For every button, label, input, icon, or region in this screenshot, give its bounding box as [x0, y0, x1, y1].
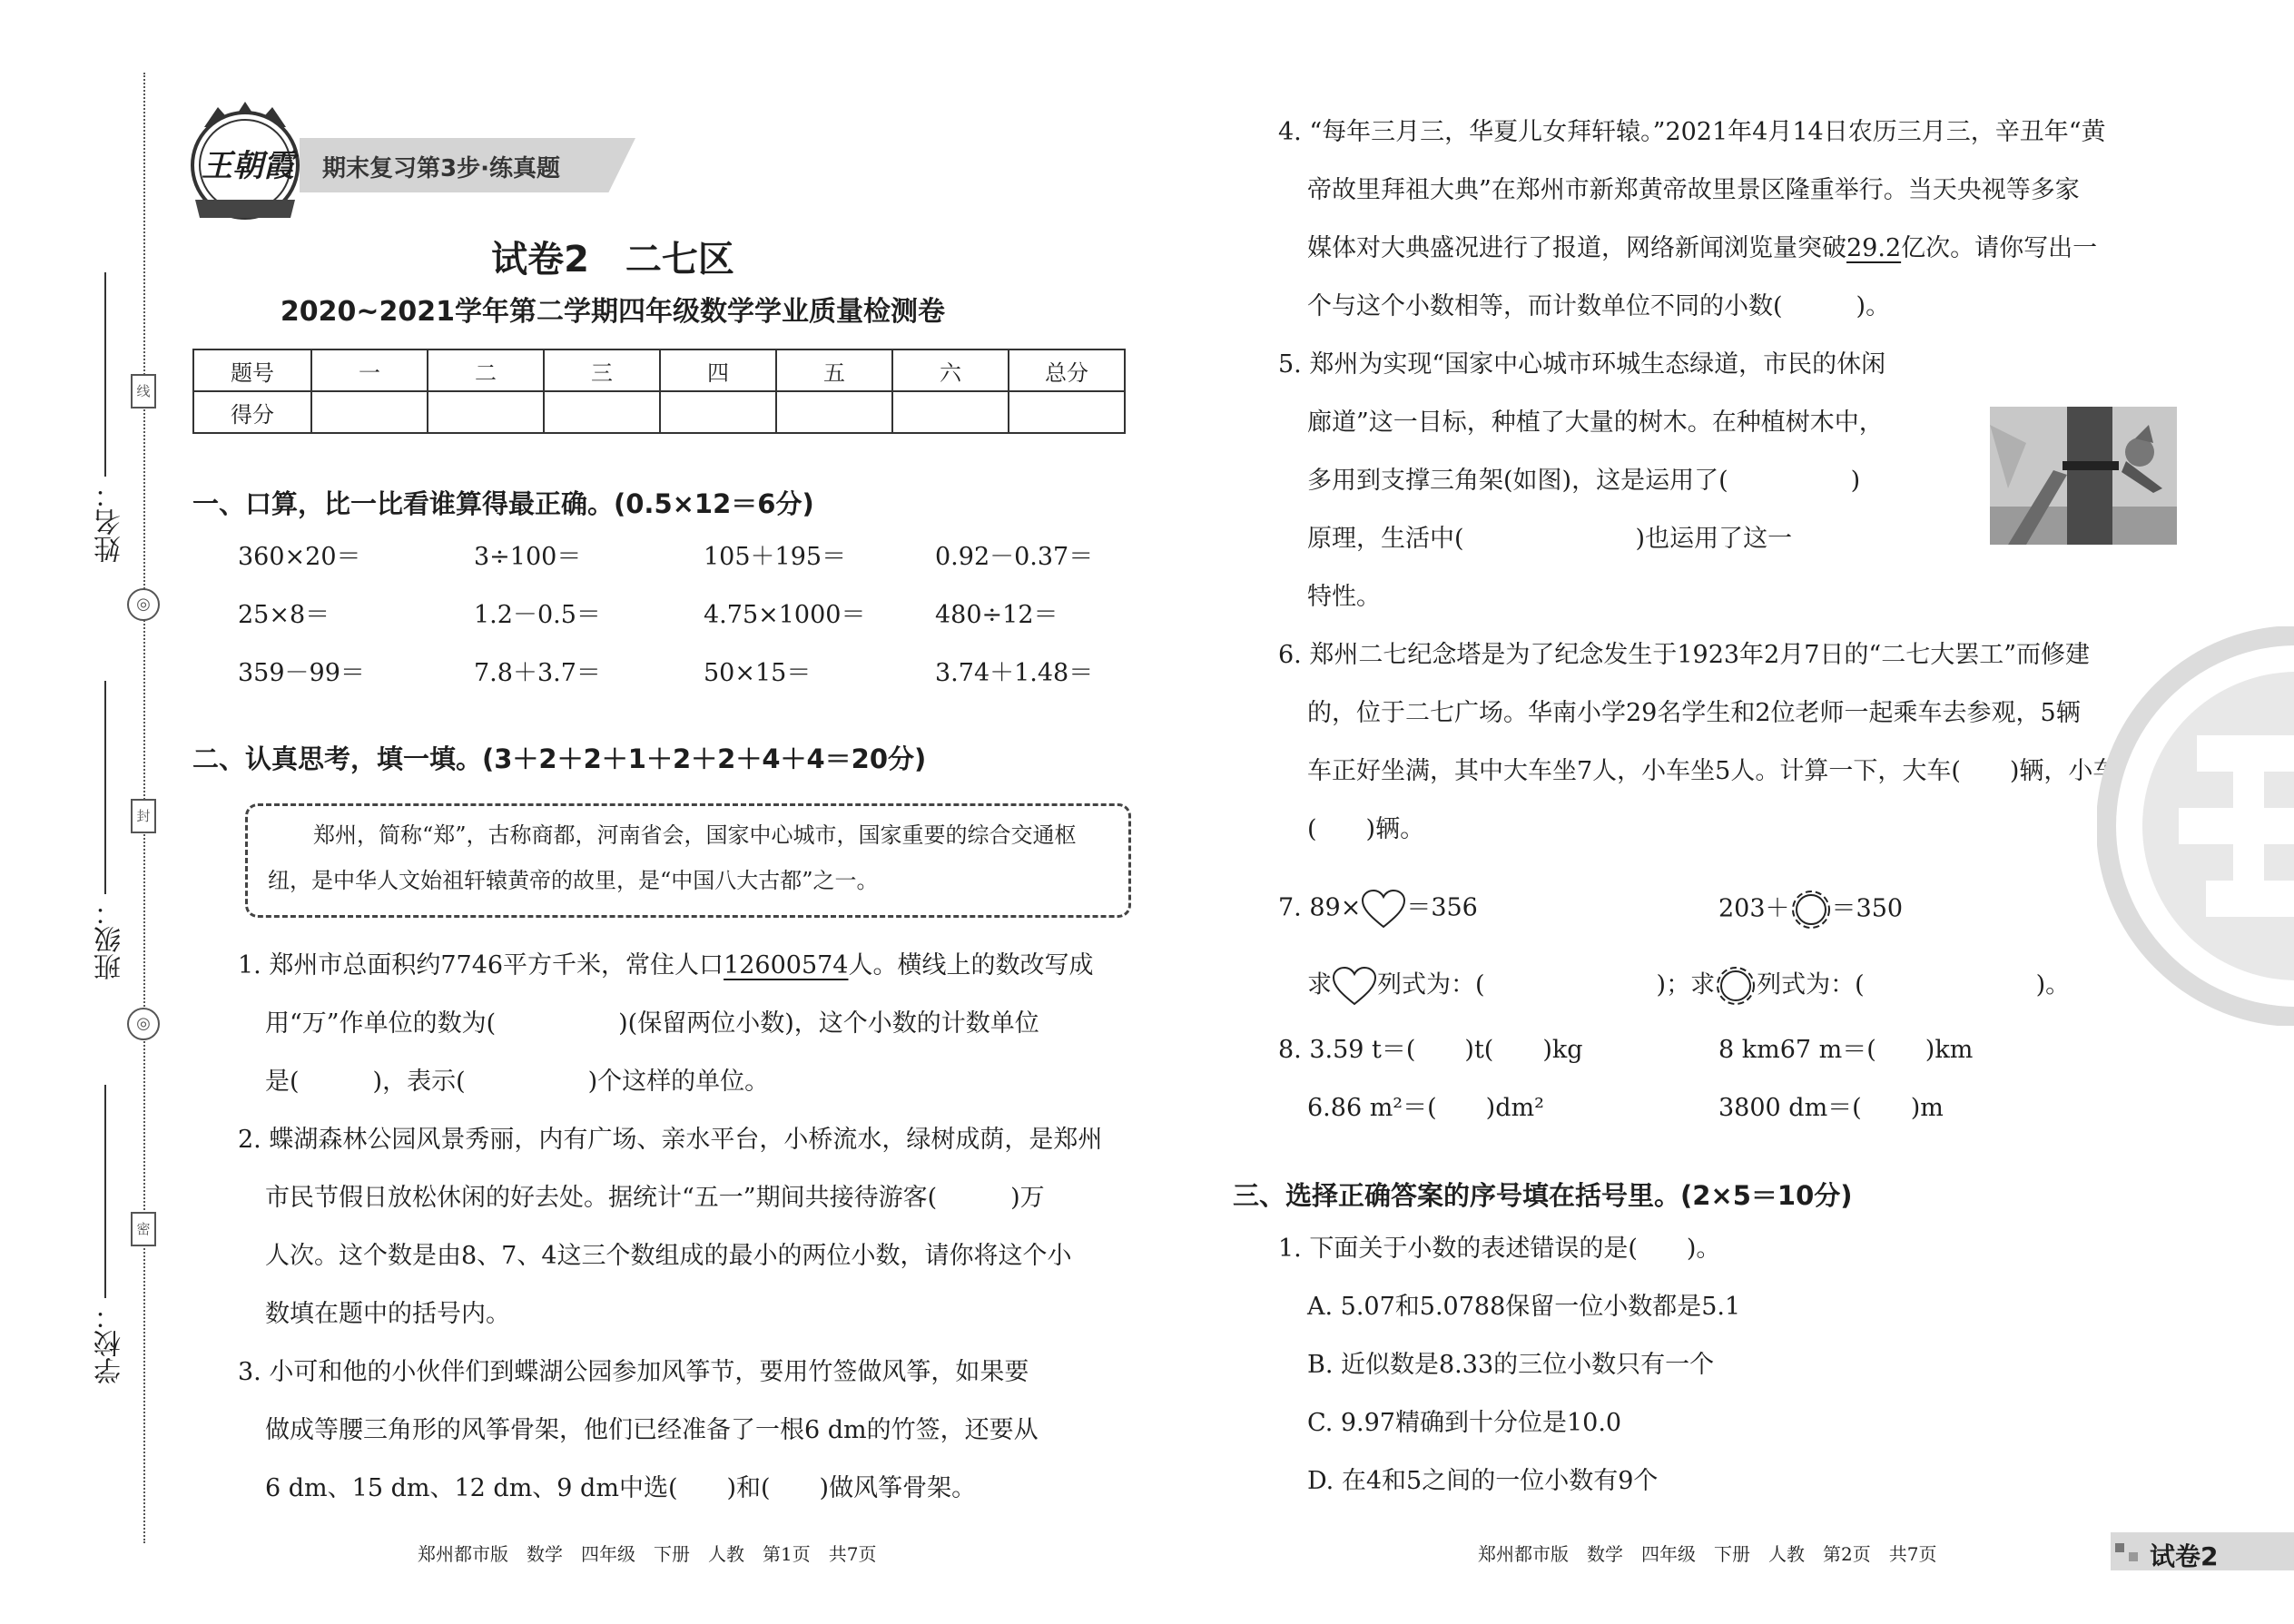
- score-header-cell: 二: [428, 349, 544, 391]
- section1-heading: 一、口算，比一比看谁算得最正确。(0.5×12＝6分): [192, 488, 814, 519]
- intro-text-box: [245, 803, 1131, 918]
- flower-icon: [1715, 965, 1757, 1007]
- equation-text: 求: [1307, 970, 1332, 999]
- calc-item: 359－99＝: [238, 659, 365, 687]
- calc-item: 50×15＝: [704, 659, 812, 687]
- choice-question-1: 1. 下面关于小数的表述错误的是( )。: [1278, 1235, 1721, 1263]
- name-label: 姓名：: [94, 481, 126, 563]
- section3-heading: 三、选择正确答案的序号填在括号里。(2×5＝10分): [1233, 1180, 1853, 1211]
- score-header-cell: 六: [892, 349, 1009, 391]
- score-cell[interactable]: [776, 391, 892, 433]
- equation-text: 列式为：( )；求: [1377, 970, 1716, 999]
- footer-left: 郑州都市版 数学 四年级 下册 人教 第1页 共7页: [418, 1543, 877, 1565]
- calc-item: 25×8＝: [238, 601, 330, 629]
- question-1-line: [238, 953, 1094, 978]
- seal-word-seal: 封: [131, 799, 156, 833]
- question-8-item: 3800 dm＝( )m: [1718, 1094, 1944, 1122]
- calc-item: 4.75×1000＝: [704, 601, 866, 629]
- calc-item: 0.92－0.37＝: [935, 543, 1094, 571]
- choice-option: B. 近似数是8.33的三位小数只有一个: [1307, 1351, 1715, 1379]
- intro-text-line: 郑州，简称“郑”，古称商都，河南省会，国家中心城市，国家重要的综合交通枢: [313, 822, 1077, 848]
- question-2-line: 数填在题中的括号内。: [265, 1300, 510, 1328]
- score-cell[interactable]: [311, 391, 428, 433]
- question-4-line: 4. “每年三月三，华夏儿女拜轩辕。”2021年4月14日农历三月三，辛丑年“黄: [1278, 118, 2106, 146]
- calc-item: 3÷100＝: [474, 543, 582, 571]
- score-table-header: [193, 349, 1125, 391]
- secret-watermark-seal: [2097, 626, 2294, 1026]
- tree-tripod-photo: [1990, 407, 2177, 545]
- calc-item: 480÷12＝: [935, 601, 1058, 629]
- question-8-item: 8 km67 m＝( )km: [1718, 1036, 1974, 1064]
- seal-word-line: 线: [131, 374, 156, 408]
- flower-icon: [1790, 889, 1832, 930]
- question-3-line: 3. 小可和他的小伙伴们到蝶湖公园参加风筝节，要用竹签做风筝，如果要: [238, 1358, 1029, 1386]
- question-5-line: 原理，生活中( )也运用了这一: [1307, 525, 1793, 553]
- calc-item: 1.2－0.5＝: [474, 601, 601, 629]
- question-4-line: 帝故里拜祖大典”在郑州市新郑黄帝故里景区隆重举行。当天央视等多家: [1307, 176, 2080, 204]
- equation-text: ＝356: [1406, 893, 1478, 922]
- equation-text: 列式为：( )。: [1757, 970, 2071, 999]
- underlined-number: 12600574: [724, 951, 849, 979]
- question-5-line: 5. 郑州为实现“国家中心城市环城生态绿道，市民的休闲: [1278, 350, 1886, 379]
- choice-option: A. 5.07和5.0788保留一位小数都是5.1: [1307, 1293, 1741, 1321]
- question-5-line: 多用到支撑三角架(如图)，这是运用了( ): [1307, 467, 1861, 495]
- score-cell[interactable]: [892, 391, 1009, 433]
- score-table-row: [193, 391, 1125, 433]
- paper-title: 试卷2 二七区: [491, 239, 734, 281]
- question-7-eq-b: [1718, 889, 1903, 930]
- question-6-line: ( )辆。: [1307, 815, 1425, 843]
- question-5-line: 特性。: [1307, 583, 1381, 611]
- question-3-line: 做成等腰三角形的风筝骨架，他们已经准备了一根6 dm的竹签，还要从: [265, 1416, 1039, 1444]
- school-field[interactable]: [104, 1085, 106, 1298]
- question-1-line: 是( )，表示( )个这样的单位。: [265, 1068, 770, 1096]
- seal-word-secret: 密: [131, 1212, 156, 1246]
- calc-item: 105＋195＝: [704, 543, 847, 571]
- school-label: 学校：: [94, 1303, 126, 1384]
- score-table: [192, 349, 1126, 434]
- question-2-line: 人次。这个数是由8、7、4这三个数组成的最小的两位小数，请你将这个小: [265, 1242, 1072, 1270]
- brand-logo-name: 王朝霞: [202, 148, 294, 184]
- question-2-line: 2. 蝶湖森林公园风景秀丽，内有广场、亲水平台，小桥流水，绿树成荫，是郑州: [238, 1126, 1103, 1154]
- question-6-line: 的，位于二七广场。华南小学29名学生和2位老师一起乘车去参观，5辆: [1307, 699, 2081, 727]
- question-2-line: 市民节假日放松休闲的好去处。据统计“五一”期间共接待游客( )万: [265, 1184, 1045, 1212]
- question-7-eq-a: [1278, 889, 1478, 929]
- class-label: 班级：: [94, 899, 126, 980]
- class-field[interactable]: [104, 681, 106, 894]
- question-text: 媒体对大典盛况进行了报道，网络新闻浏览量突破: [1307, 234, 1846, 262]
- footer-tag: 试卷2: [2150, 1541, 2219, 1571]
- question-3-line: 6 dm、15 dm、12 dm、9 dm中选( )和( )做风筝骨架。: [265, 1474, 977, 1502]
- underlined-number: 29.2: [1846, 234, 1902, 262]
- question-8-item: 6.86 m²＝( )dm²: [1307, 1094, 1544, 1122]
- score-cell[interactable]: [428, 391, 544, 433]
- binding-seal-mark: ◎: [127, 1008, 160, 1040]
- score-header-cell: 五: [776, 349, 892, 391]
- score-header-cell: 四: [660, 349, 776, 391]
- question-text: 1. 郑州市总面积约7746平方千米，常住人口: [238, 951, 724, 979]
- footer-tag-square: [2129, 1552, 2138, 1561]
- equation-text: ＝350: [1831, 894, 1904, 923]
- score-cell[interactable]: [660, 391, 776, 433]
- score-header-cell: 三: [544, 349, 660, 391]
- question-text: 人。横线上的数改写成: [848, 951, 1094, 979]
- equation-text: 7. 89×: [1278, 893, 1362, 922]
- question-4-line: [1307, 236, 2097, 261]
- question-4-line: 个与这个小数相等，而计数单位不同的小数( )。: [1307, 292, 1891, 320]
- heart-icon: [1361, 889, 1406, 929]
- paper-subtitle: 2020~2021学年第二学期四年级数学学业质量检测卷: [280, 296, 946, 328]
- intro-text-line: 纽，是中华人文始祖轩辕黄帝的故里，是“中国八大古都”之一。: [268, 868, 879, 893]
- calc-item: 3.74＋1.48＝: [935, 659, 1094, 687]
- choice-option: C. 9.97精确到十分位是10.0: [1307, 1409, 1622, 1437]
- score-header-cell: 总分: [1009, 349, 1125, 391]
- section2-heading: 二、认真思考，填一填。(3＋2＋2＋1＋2＋2＋4＋4＝20分): [192, 743, 927, 774]
- question-text: 亿次。请你写出一: [1901, 234, 2098, 262]
- footer-tag-square: [2115, 1543, 2124, 1552]
- equation-text: 203＋: [1718, 894, 1790, 923]
- question-8-item: 8. 3.59 t＝( )t( )kg: [1278, 1036, 1583, 1064]
- footer-right: 郑州都市版 数学 四年级 下册 人教 第2页 共7页: [1478, 1543, 1937, 1565]
- score-cell[interactable]: [544, 391, 660, 433]
- score-row-label: 得分: [193, 391, 311, 433]
- question-6-line: 6. 郑州二七纪念塔是为了纪念发生于1923年2月7日的“二七大罢工”而修建: [1278, 641, 2091, 669]
- heart-icon: [1332, 966, 1377, 1006]
- question-5-line: 廊道”这一目标，种植了大量的树木。在种植树木中，: [1307, 408, 1884, 437]
- score-header-cell: 一: [311, 349, 428, 391]
- choice-option: D. 在4和5之间的一位小数有9个: [1307, 1467, 1659, 1495]
- question-1-line: 用“万”作单位的数为( )(保留两位小数)，这个小数的计数单位: [265, 1009, 1039, 1038]
- question-7-solve: [1307, 965, 2070, 1007]
- question-6-line: 车正好坐满，其中大车坐7人，小车坐5人。计算一下，大车( )辆，小车: [1307, 757, 2118, 785]
- calc-item: 360×20＝: [238, 543, 361, 571]
- calc-item: 7.8＋3.7＝: [474, 659, 601, 687]
- score-cell[interactable]: [1009, 391, 1125, 433]
- score-header-cell: 题号: [193, 349, 311, 391]
- binding-seal-mark: ◎: [127, 588, 160, 621]
- banner-text: 期末复习第3步·练真题: [322, 155, 560, 182]
